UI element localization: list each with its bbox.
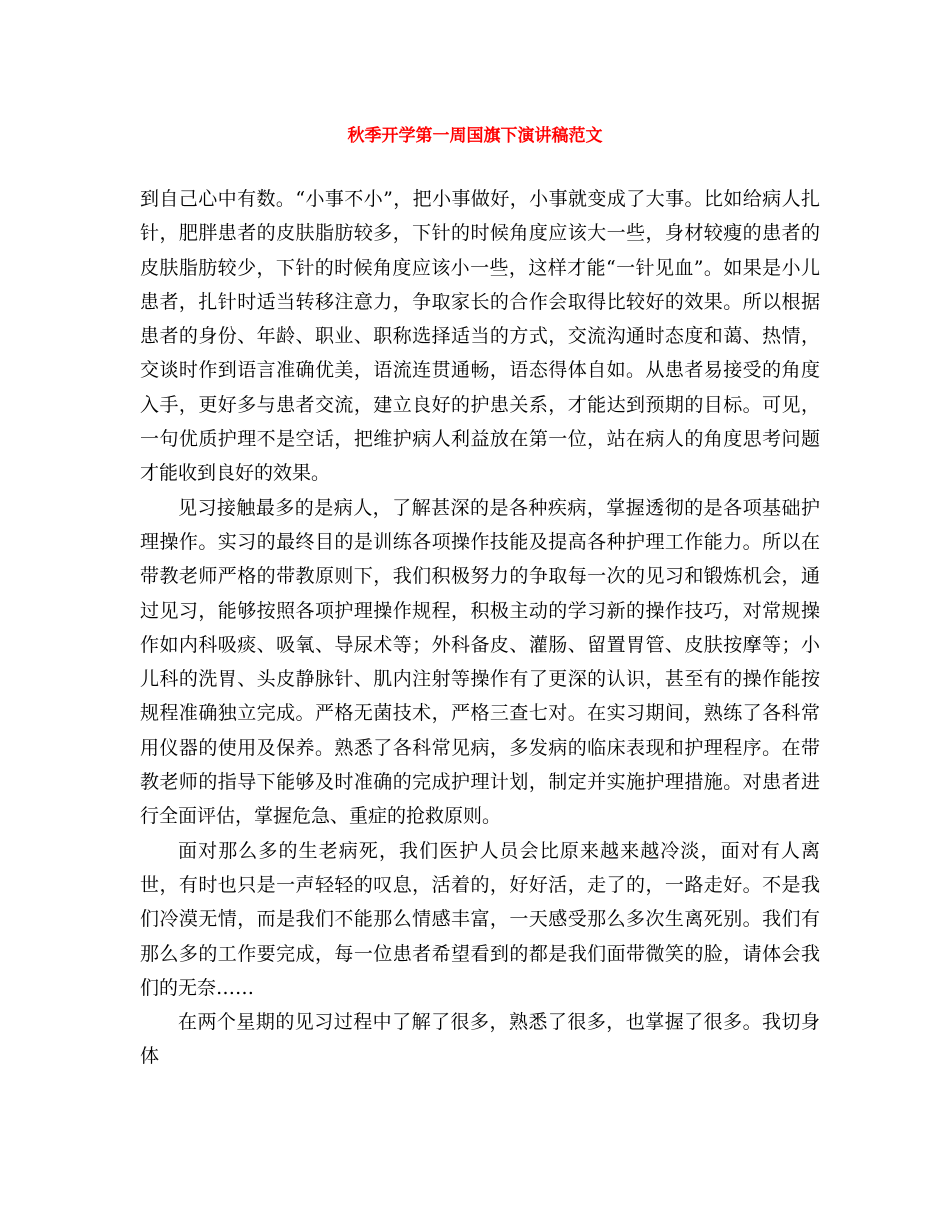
- document-body: [140, 182, 820, 1074]
- paragraph-2: 见习接触最多的是病人，了解甚深的是各种疾病，掌握透彻的是各项基础护理操作。实习的最终目的是训练各项操作技能及提高各种护理工作能力。所以在带教老师严格的带教原则下，我们积极努力的争取每一次的见习和锻炼机会，通过见习，能够按照各项护理操作规程，积极主动的学习新的操作技巧，对常规操作如内科吸痰、吸氧、导尿术等；外科备皮、灌肠、留置胃管、皮肤按摩等；小儿科的洗胃、头皮静脉针、肌内注射等操作有了更深的认识，甚至有的操作能按规程准确独立完成。严格无菌技术，严格三查七对。在实习期间，熟练了各科常用仪器的使用及保养。熟悉了各科常见病，多发病的临床表现和护理程序。在带教老师的指导下能够及时准确的完成护理计划，制定并实施护理措施。对患者进行全面评估，掌握危急、重症的抢救原则。: [140, 496, 820, 828]
- document-title: 秋季开学第一周国旗下演讲稿范文: [347, 126, 603, 146]
- paragraph-3: 面对那么多的生老病死，我们医护人员会比原来越来越冷淡，面对有人离世，有时也只是一声轻轻的叹息，活着的，好好活，走了的，一路走好。不是我们冷漠无情，而是我们不能那么情感丰富，一天感受那么多次生离死别。我们有那么多的工作要完成，每一位患者希望看到的都是我们面带微笑的脸，请体会我们的无奈……: [140, 839, 820, 999]
- paragraph-1: 到自己心中有数。“小事不小”，把小事做好，小事就变成了大事。比如给病人扎针，肥胖患者的皮肤脂肪较多，下针的时候角度应该大一些，身材较瘦的患者的皮肤脂肪较少，下针的时候角度应该小一些，这样才能“一针见血”。如果是小儿患者，扎针时适当转移注意力，争取家长的合作会取得比较好的效果。所以根据患者的身份、年龄、职业、职称选择适当的方式，交流沟通时态度和蔼、热情，交谈时作到语言准确优美，语流连贯通畅，语态得体自如。从患者易接受的角度入手，更好多与患者交流，建立良好的护患关系，才能达到预期的目标。可见，一句优质护理不是空话，把维护病人利益放在第一位，站在病人的角度思考问题才能收到良好的效果。: [140, 188, 820, 485]
- paragraph-4: 在两个星期的见习过程中了解了很多，熟悉了很多，也掌握了很多。我切身体: [140, 1011, 820, 1068]
